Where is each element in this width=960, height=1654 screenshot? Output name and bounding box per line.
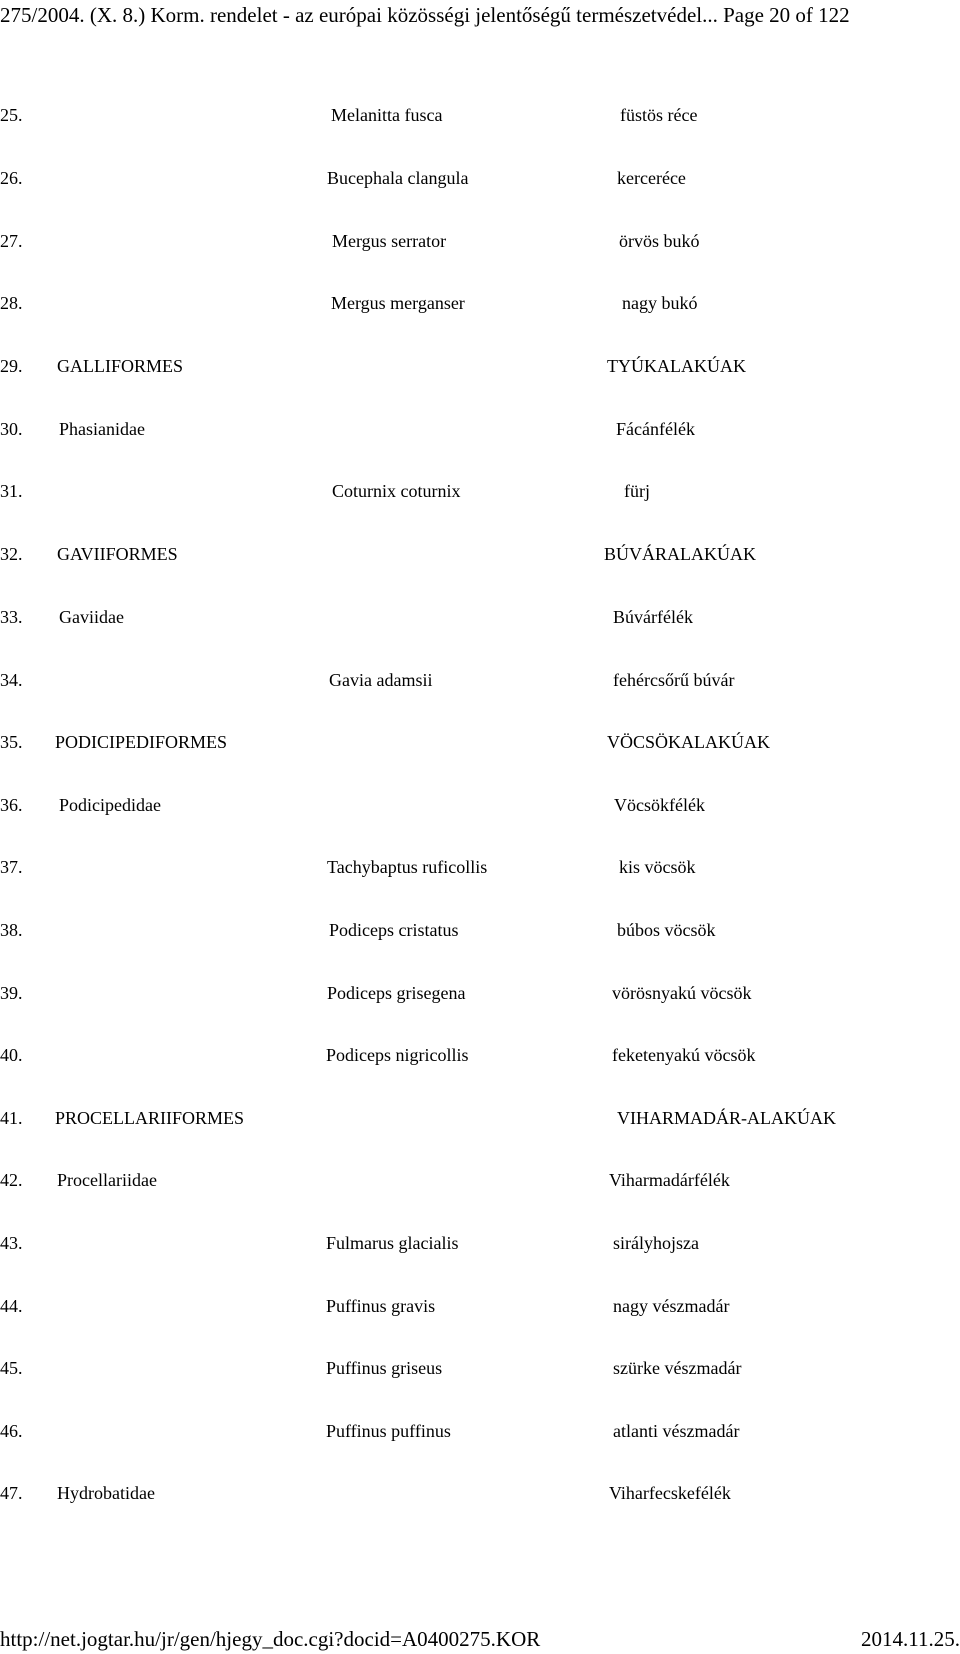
list-item [0,1294,960,1318]
list-item [0,730,960,754]
list-item [0,354,960,378]
page-header: 275/2004. (X. 8.) Korm. rendelet - az európai közösségi jelentőségű természetvédel... Page 20 of 122 [0,3,850,27]
latin-name: Bucephala clangula [327,168,469,188]
hungarian-name: fehércsőrű búvár [613,670,735,690]
row-number: 35. [0,732,23,752]
row-number: 36. [0,795,23,815]
hungarian-name: VÖCSÖKALAKÚAK [607,732,771,752]
hungarian-name: nagy vészmadár [613,1296,730,1316]
row-number: 41. [0,1108,23,1128]
latin-name: Puffinus griseus [326,1358,443,1378]
latin-name: Phasianidae [59,419,145,439]
list-item [0,166,960,190]
row-number: 38. [0,920,23,940]
list-item [0,793,960,817]
list-item [0,1356,960,1380]
row-number: 44. [0,1296,23,1316]
hungarian-name: sirályhojsza [613,1233,699,1253]
row-number: 43. [0,1233,23,1253]
latin-name: Tachybaptus ruficollis [327,857,488,877]
list-item [0,981,960,1005]
hungarian-name: nagy bukó [622,293,698,313]
row-number: 29. [0,356,23,376]
list-item [0,918,960,942]
list-item [0,1043,960,1067]
latin-name: Puffinus gravis [326,1296,436,1316]
hungarian-name: Vöcsökfélék [614,795,705,815]
list-item [0,103,960,127]
hungarian-name: TYÚKALAKÚAK [607,356,746,376]
latin-name: Mergus serrator [332,231,447,251]
list-item [0,1419,960,1443]
row-number: 39. [0,983,23,1003]
row-number: 27. [0,231,23,251]
latin-name: PODICIPEDIFORMES [55,732,228,752]
hungarian-name: vörösnyakú vöcsök [612,983,752,1003]
row-number: 37. [0,857,23,877]
row-number: 33. [0,607,23,627]
list-item [0,605,960,629]
hungarian-name: Viharmadárfélék [609,1170,730,1190]
list-item [0,229,960,253]
latin-name: Melanitta fusca [331,105,443,125]
list-item [0,1168,960,1192]
hungarian-name: kis vöcsök [619,857,696,877]
hungarian-name: fürj [624,481,650,501]
hungarian-name: Fácánfélék [616,419,695,439]
row-number: 42. [0,1170,23,1190]
list-item [0,1481,960,1505]
hungarian-name: atlanti vészmadár [613,1421,740,1441]
latin-name: Podiceps nigricollis [326,1045,469,1065]
latin-name: Fulmarus glacialis [326,1233,459,1253]
row-number: 26. [0,168,23,188]
hungarian-name: BÚVÁRALAKÚAK [604,544,756,564]
row-number: 28. [0,293,23,313]
list-item [0,668,960,692]
latin-name: Hydrobatidae [57,1483,155,1503]
hungarian-name: feketenyakú vöcsök [612,1045,756,1065]
row-number: 30. [0,419,23,439]
latin-name: Gavia adamsii [329,670,433,690]
latin-name: GAVIIFORMES [57,544,178,564]
list-item [0,291,960,315]
row-number: 40. [0,1045,23,1065]
list-item [0,479,960,503]
list-item [0,1106,960,1130]
latin-name: Mergus merganser [331,293,465,313]
hungarian-name: búbos vöcsök [617,920,716,940]
list-item [0,542,960,566]
list-item [0,1231,960,1255]
latin-name: Coturnix coturnix [332,481,461,501]
latin-name: GALLIFORMES [57,356,184,376]
latin-name: Podiceps cristatus [329,920,459,940]
list-item [0,855,960,879]
latin-name: Puffinus puffinus [326,1421,451,1441]
footer-date: 2014.11.25. [861,1627,960,1651]
row-number: 34. [0,670,23,690]
hungarian-name: VIHARMADÁR-ALAKÚAK [617,1108,836,1128]
hungarian-name: Viharfecskefélék [609,1483,731,1503]
row-number: 25. [0,105,23,125]
hungarian-name: kercerécе [617,168,686,188]
latin-name: Podiceps grisegena [327,983,466,1003]
hungarian-name: örvös bukó [619,231,700,251]
row-number: 46. [0,1421,23,1441]
latin-name: PROCELLARIIFORMES [55,1108,245,1128]
row-number: 31. [0,481,23,501]
row-number: 45. [0,1358,23,1378]
footer-url: http://net.jogtar.hu/jr/gen/hjegy_doc.cgi?docid=A0400275.KOR [0,1627,541,1651]
latin-name: Procellariidae [57,1170,157,1190]
row-number: 32. [0,544,23,564]
hungarian-name: Búvárfélék [613,607,693,627]
row-number: 47. [0,1483,23,1503]
hungarian-name: füstös réce [620,105,698,125]
hungarian-name: szürke vészmadár [613,1358,742,1378]
latin-name: Podicipedidae [59,795,161,815]
latin-name: Gaviidae [59,607,124,627]
list-item [0,417,960,441]
